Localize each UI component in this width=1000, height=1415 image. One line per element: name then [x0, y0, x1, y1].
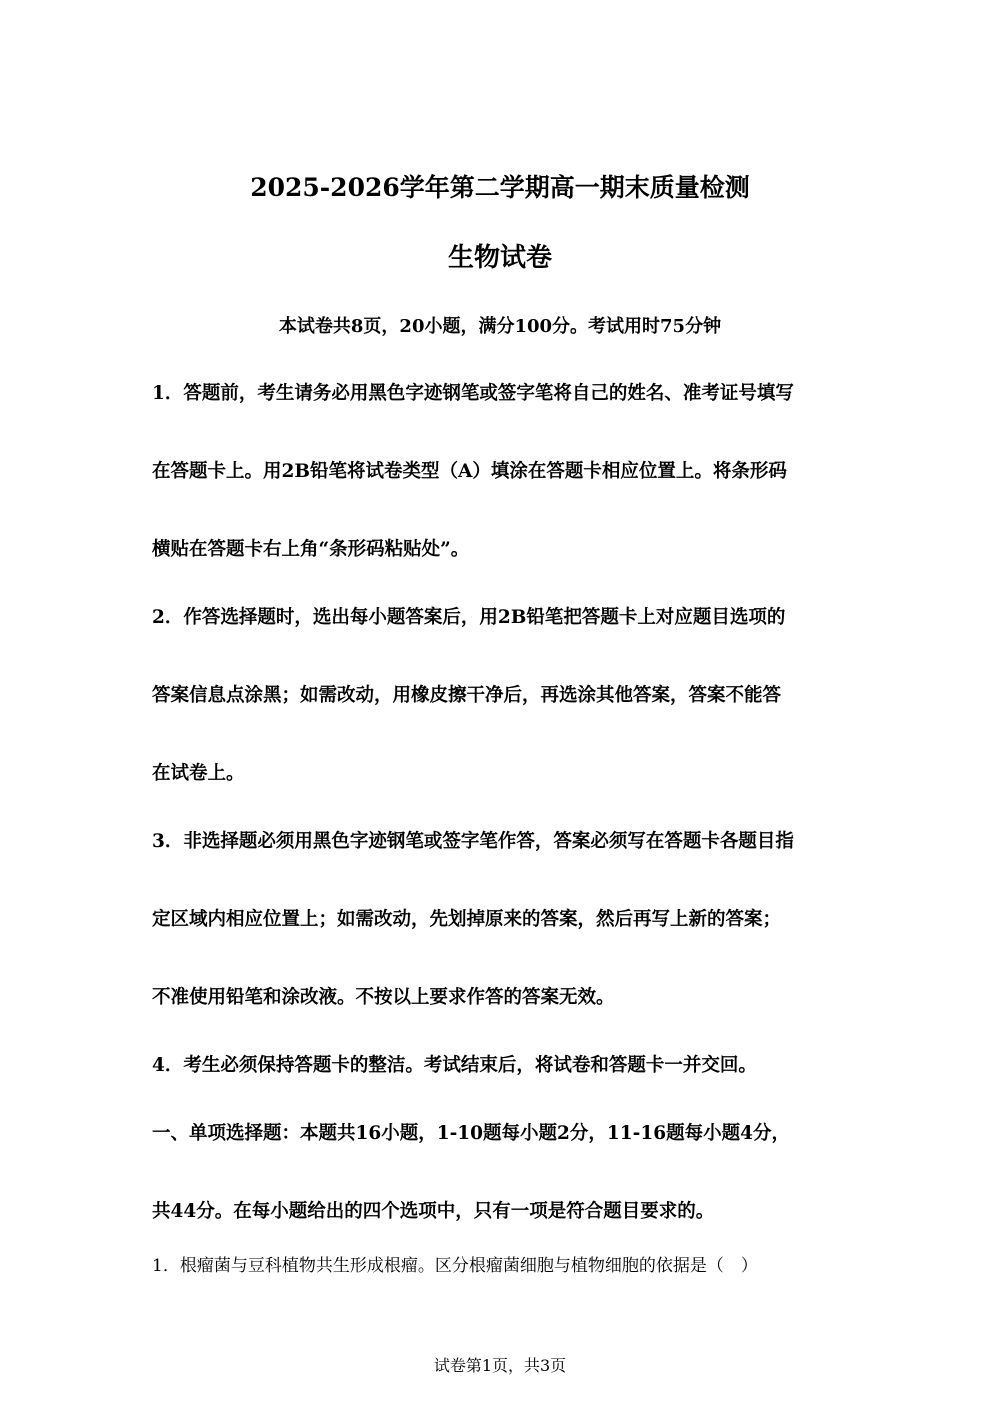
section-heading-continued: 共44分。在每小题给出的四个选项中，只有一项是符合题目要求的。 [152, 1201, 715, 1222]
section-heading: 一、单项选择题：本题共16小题，1-10题每小题2分，11-16题每小题4分， [152, 1123, 790, 1144]
exam-subject: 生物试卷 [447, 243, 552, 273]
exam-title: 2025-2026学年第二学期高一期末质量检测 [250, 173, 750, 202]
instruction-line: 3．非选择题必须用黑色字迹钢笔或签字笔作答，答案必须写在答题卡各题目指 [152, 831, 794, 852]
instruction-line: 不准使用铅笔和涂改液。不按以上要求作答的答案无效。 [152, 987, 615, 1008]
instruction-line: 1．答题前，考生请务必用黑色字迹钢笔或签字笔将自己的姓名、准考证号填写 [152, 383, 794, 404]
exam-info: 本试卷共8页，20小题，满分100分。考试用时75分钟 [278, 316, 722, 337]
instruction-line: 定区域内相应位置上；如需改动，先划掉原来的答案，然后再写上新的答案； [152, 909, 782, 930]
instruction-line: 在答题卡上。用2B铅笔将试卷类型（A）填涂在答题卡相应位置上。将条形码 [152, 461, 787, 482]
question-1: 1．根瘤菌与豆科植物共生形成根瘤。区分根瘤菌细胞与植物细胞的依据是（ ） [152, 1256, 758, 1276]
instruction-line: 4．考生必须保持答题卡的整洁。考试结束后，将试卷和答题卡一并交回。 [152, 1055, 757, 1076]
page-footer: 试卷第1页，共3页 [433, 1356, 567, 1375]
instruction-line: 横贴在答题卡右上角“条形码粘贴处”。 [152, 539, 470, 560]
instruction-line: 答案信息点涂黑；如需改动，用橡皮擦干净后，再选涂其他答案，答案不能答 [152, 685, 782, 706]
instruction-line: 在试卷上。 [152, 763, 245, 784]
instruction-line: 2．作答选择题时，选出每小题答案后，用2B铅笔把答题卡上对应题目选项的 [152, 607, 786, 628]
